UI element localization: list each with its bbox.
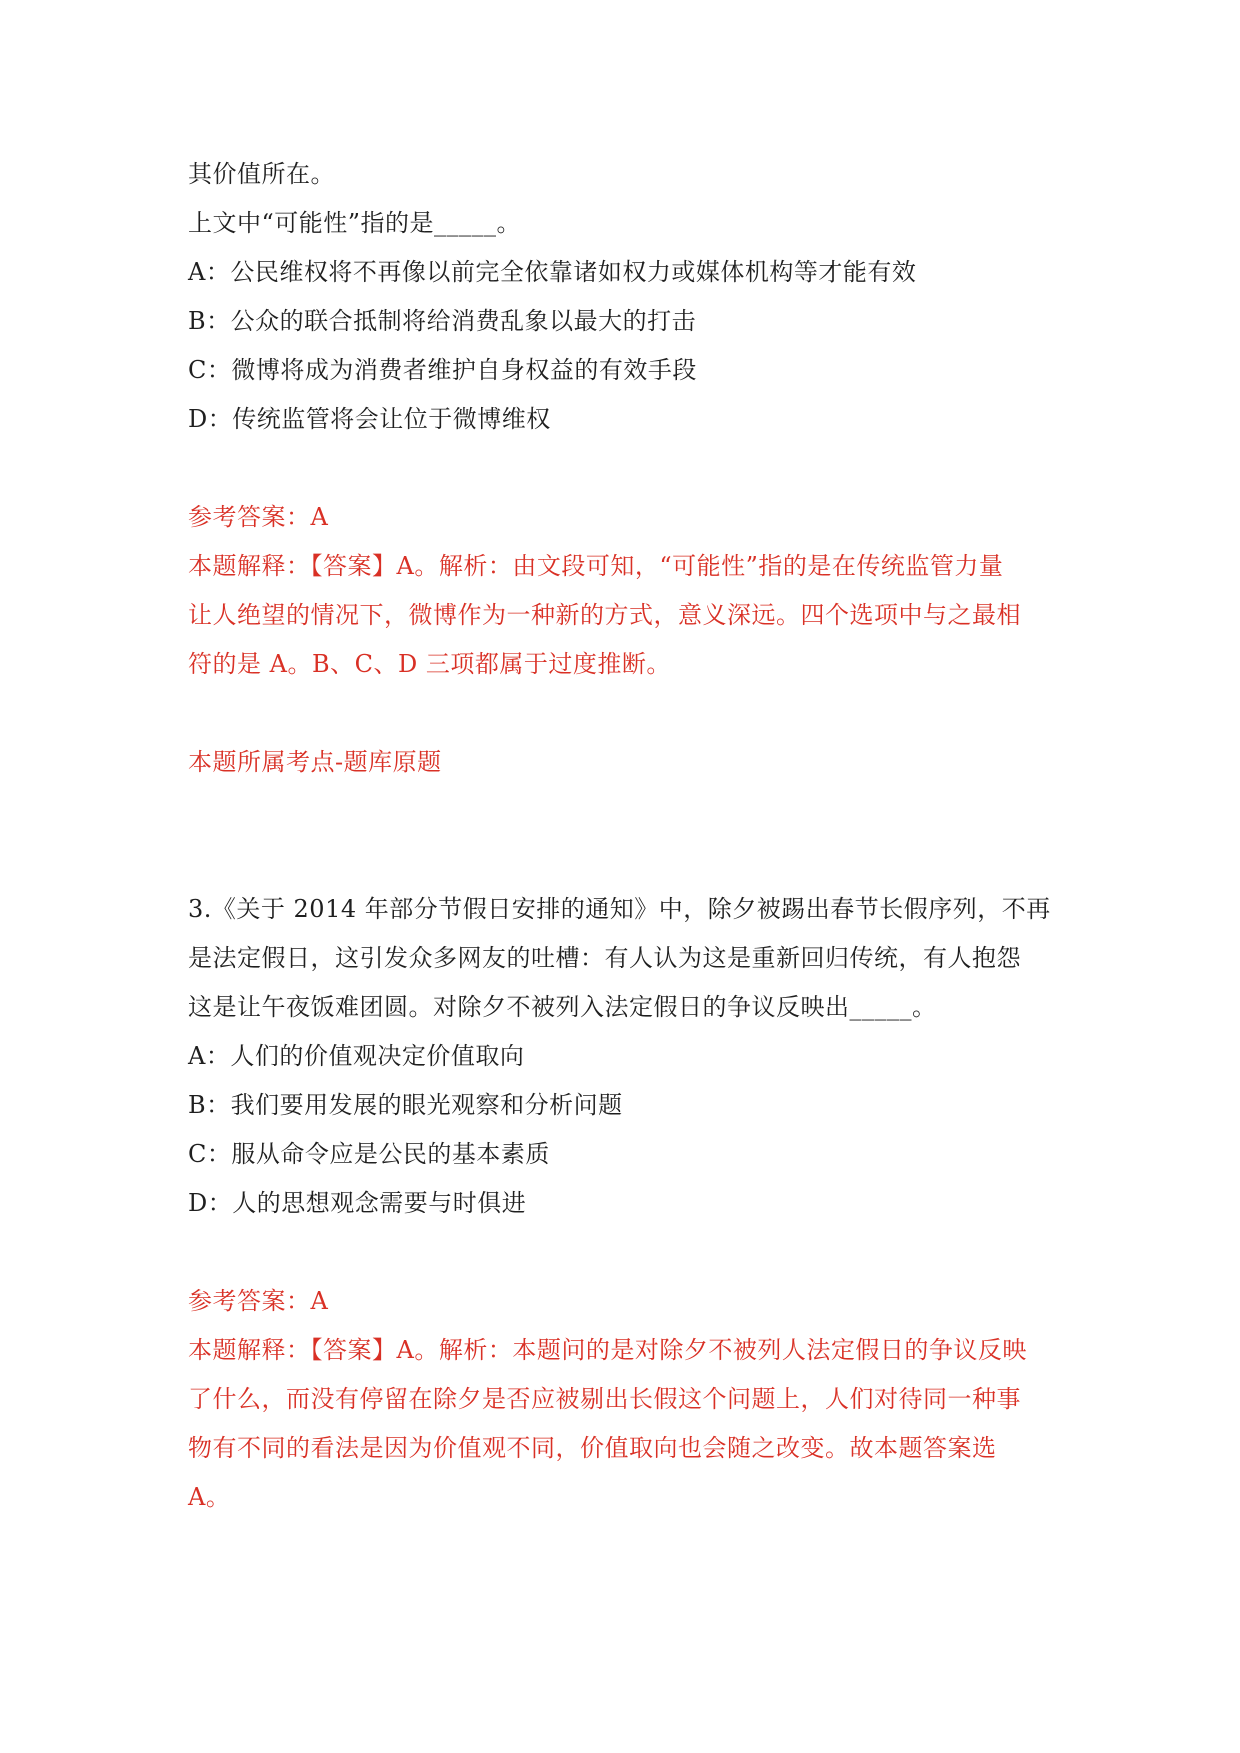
q2-explanation-line-2: 让人绝望的情况下，微博作为一种新的方式，意义深远。四个选项中与之最相 <box>188 601 1021 629</box>
q2-option-c: C：微博将成为消费者维护自身权益的有效手段 <box>188 356 697 384</box>
q2-option-d: D：传统监管将会让位于微博维权 <box>188 405 551 433</box>
q3-stem-line-3: 这是让午夜饭难团圆。对除夕不被列入法定假日的争议反映出_____。 <box>188 993 937 1021</box>
q2-option-a: A：公民维权将不再像以前完全依靠诸如权力或媒体机构等才能有效 <box>188 258 917 286</box>
q2-source-tag: 本题所属考点-题库原题 <box>188 748 442 776</box>
question-2-prompt: 上文中“可能性”指的是_____。 <box>188 209 522 237</box>
q3-explanation-line-3: 物有不同的看法是因为价值观不同，价值取向也会随之改变。故本题答案选 <box>188 1434 997 1462</box>
q2-answer: 参考答案：A <box>188 503 329 531</box>
q3-stem-line-1: 3.《关于 2014 年部分节假日安排的通知》中，除夕被踢出春节长假序列，不再 <box>188 895 1051 923</box>
q3-option-d: D：人的思想观念需要与时俱进 <box>188 1189 527 1217</box>
q2-explanation-line-1: 本题解释：【答案】A。解析：由文段可知，“可能性”指的是在传统监管力量 <box>188 552 1004 580</box>
q3-stem-line-2: 是法定假日，这引发众多网友的吐槽：有人认为这是重新回归传统，有人抱怨 <box>188 944 1021 972</box>
q2-explanation-line-3: 符的是 A。B、C、D 三项都属于过度推断。 <box>188 650 671 678</box>
q3-explanation-line-1: 本题解释：【答案】A。解析：本题问的是对除夕不被列人法定假日的争议反映 <box>188 1336 1027 1364</box>
q2-option-b: B：公众的联合抵制将给消费乱象以最大的打击 <box>188 307 697 335</box>
q3-option-b: B：我们要用发展的眼光观察和分析问题 <box>188 1091 623 1119</box>
previous-text-tail: 其价值所在。 <box>188 160 335 188</box>
q3-answer: 参考答案：A <box>188 1287 329 1315</box>
q3-explanation-line-2: 了什么，而没有停留在除夕是否应被剔出长假这个问题上，人们对待同一种事 <box>188 1385 1021 1413</box>
q3-explanation-line-4: A。 <box>188 1483 231 1511</box>
q3-option-c: C：服从命令应是公民的基本素质 <box>188 1140 550 1168</box>
q3-option-a: A：人们的价值观决定价值取向 <box>188 1042 525 1070</box>
